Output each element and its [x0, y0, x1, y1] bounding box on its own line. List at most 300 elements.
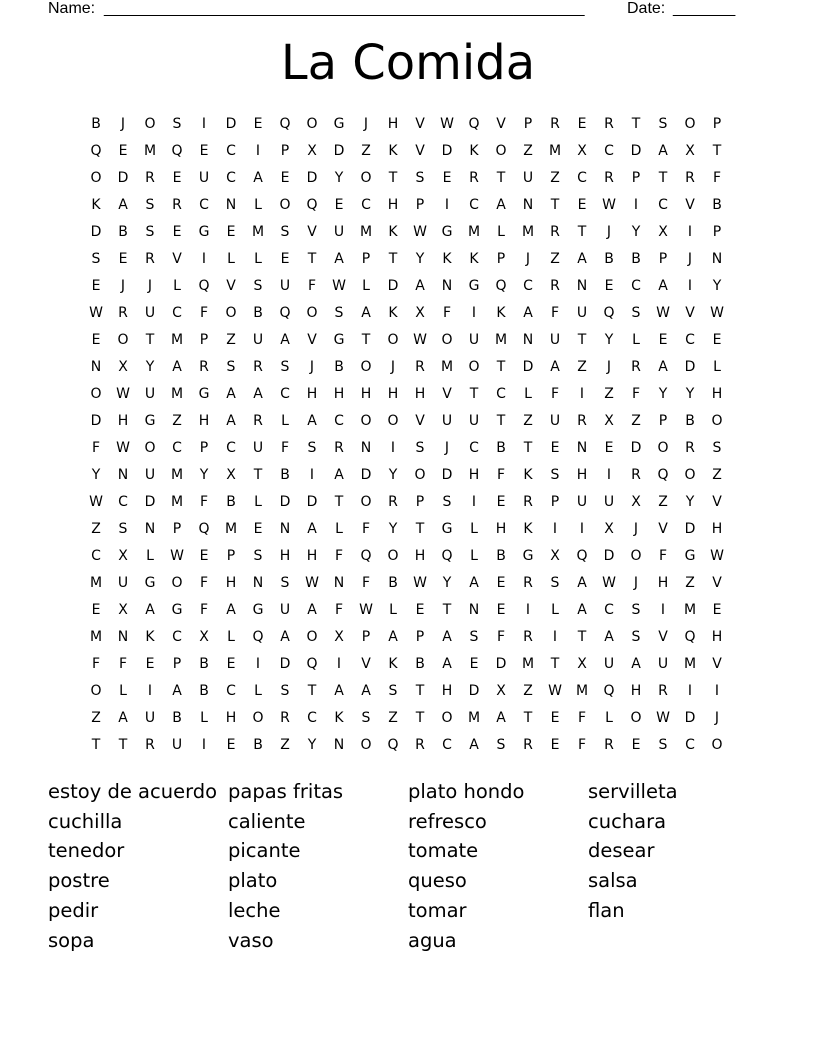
word-list-item: refresco	[408, 809, 487, 833]
grid-letter: V	[442, 386, 452, 402]
grid-letter: T	[712, 143, 722, 159]
grid-letter: Y	[442, 575, 452, 591]
grid-letter: A	[496, 710, 506, 726]
grid-letter: K	[145, 629, 155, 645]
grid-letter: Q	[360, 548, 372, 564]
grid-letter: A	[577, 602, 587, 618]
grid-letter: D	[630, 440, 642, 456]
grid-letter: C	[118, 494, 128, 510]
grid-letter: K	[334, 710, 344, 726]
grid-letter: F	[199, 575, 209, 591]
grid-letter: C	[577, 170, 587, 186]
grid-letter: T	[442, 602, 452, 618]
grid-letter: A	[469, 737, 479, 753]
grid-letter: T	[415, 683, 425, 699]
grid-letter: Q	[279, 305, 291, 321]
grid-letter: S	[631, 602, 641, 618]
grid-letter: T	[550, 197, 560, 213]
grid-letter: Y	[685, 386, 695, 402]
grid-letter: A	[658, 278, 668, 294]
grid-letter: D	[684, 521, 696, 537]
grid-letter: L	[254, 197, 262, 213]
grid-letter: X	[496, 683, 506, 699]
grid-letter: U	[144, 305, 156, 321]
grid-letter: R	[172, 197, 182, 213]
grid-letter: T	[658, 170, 668, 186]
grid-letter: I	[471, 494, 477, 510]
grid-letter: W	[89, 305, 103, 321]
grid-letter: R	[415, 359, 425, 375]
word-list-item: postre	[48, 869, 110, 893]
grid-letter: A	[658, 359, 668, 375]
grid-letter: L	[119, 683, 127, 699]
grid-letter: H	[711, 386, 723, 402]
grid-letter: N	[117, 629, 129, 645]
grid-letter: U	[144, 710, 156, 726]
grid-letter: B	[199, 656, 209, 672]
grid-letter: Z	[280, 737, 290, 753]
grid-letter: Q	[198, 521, 210, 537]
grid-letter: I	[687, 683, 693, 699]
grid-letter: M	[170, 386, 184, 402]
grid-letter: A	[658, 143, 668, 159]
grid-letter: P	[523, 116, 533, 132]
grid-letter: X	[226, 467, 236, 483]
grid-letter: R	[523, 629, 533, 645]
grid-letter: S	[442, 494, 452, 510]
grid-letter: I	[255, 656, 261, 672]
word-list-item: cuchilla	[48, 809, 123, 833]
grid-letter: F	[577, 710, 587, 726]
grid-letter: J	[444, 440, 450, 456]
grid-letter: E	[496, 494, 506, 510]
grid-letter: Q	[603, 305, 615, 321]
grid-letter: U	[522, 170, 534, 186]
grid-letter: R	[523, 737, 533, 753]
grid-letter: E	[631, 737, 641, 753]
grid-letter: E	[172, 170, 182, 186]
grid-letter: A	[307, 602, 317, 618]
grid-letter: B	[415, 656, 425, 672]
grid-letter: R	[631, 359, 641, 375]
grid-letter: J	[606, 359, 612, 375]
grid-letter: D	[90, 224, 102, 240]
grid-letter: I	[309, 467, 315, 483]
grid-letter: O	[279, 197, 291, 213]
grid-letter: M	[89, 629, 103, 645]
grid-letter: S	[415, 440, 425, 456]
grid-letter: O	[657, 440, 669, 456]
grid-letter: V	[712, 656, 722, 672]
grid-letter: F	[712, 170, 722, 186]
grid-letter: F	[91, 656, 101, 672]
grid-letter: C	[469, 440, 479, 456]
grid-letter: R	[145, 737, 155, 753]
grid-letter: V	[415, 413, 425, 429]
grid-letter: J	[633, 575, 639, 591]
word-list-item: papas fritas	[228, 780, 344, 803]
grid-letter: C	[523, 278, 533, 294]
grid-letter: X	[658, 224, 668, 240]
grid-letter: T	[118, 737, 128, 753]
grid-letter: F	[307, 278, 317, 294]
grid-letter: M	[89, 575, 103, 591]
grid-letter: L	[632, 332, 640, 348]
grid-letter: N	[576, 440, 588, 456]
grid-letter: C	[226, 683, 236, 699]
grid-letter: A	[577, 575, 587, 591]
grid-letter: D	[279, 656, 291, 672]
grid-letter: R	[280, 710, 290, 726]
grid-letter: E	[91, 332, 101, 348]
grid-letter: T	[361, 332, 371, 348]
grid-letter: G	[171, 602, 183, 618]
word-list-item: salsa	[588, 869, 638, 893]
grid-letter: R	[604, 170, 614, 186]
grid-letter: A	[469, 575, 479, 591]
grid-letter: D	[90, 413, 102, 429]
grid-letter: Y	[388, 521, 398, 537]
grid-letter: W	[89, 494, 103, 510]
word-list-item: queso	[408, 869, 467, 893]
grid-letter: J	[714, 710, 720, 726]
grid-letter: O	[468, 359, 480, 375]
grid-letter: W	[710, 548, 724, 564]
grid-letter: I	[201, 116, 207, 132]
grid-letter: S	[631, 305, 641, 321]
grid-letter: S	[361, 710, 371, 726]
grid-letter: H	[306, 386, 318, 402]
grid-letter: H	[306, 548, 318, 564]
grid-letter: I	[444, 197, 450, 213]
grid-letter: D	[117, 170, 129, 186]
grid-letter: Y	[631, 224, 641, 240]
grid-letter: H	[441, 683, 453, 699]
grid-letter: T	[469, 386, 479, 402]
grid-letter: W	[116, 440, 130, 456]
grid-letter: I	[687, 278, 693, 294]
grid-letter: T	[334, 494, 344, 510]
grid-letter: Q	[603, 683, 615, 699]
grid-letter: D	[306, 494, 318, 510]
grid-letter: C	[658, 197, 668, 213]
grid-letter: B	[199, 683, 209, 699]
header	[48, 0, 748, 20]
grid-letter: E	[469, 656, 479, 672]
grid-letter: T	[388, 170, 398, 186]
grid-letter: D	[333, 143, 345, 159]
grid-letter: F	[631, 386, 641, 402]
grid-letter: E	[253, 521, 263, 537]
grid-letter: Q	[657, 467, 669, 483]
grid-letter: O	[306, 629, 318, 645]
word-list-item: plato	[228, 869, 278, 893]
grid-letter: L	[146, 548, 154, 564]
grid-letter: E	[712, 602, 722, 618]
grid-letter: A	[172, 359, 182, 375]
date-line: _______	[673, 0, 736, 17]
grid-letter: E	[550, 737, 560, 753]
grid-letter: H	[387, 386, 399, 402]
grid-letter: K	[523, 521, 533, 537]
grid-letter: X	[118, 359, 128, 375]
grid-letter: A	[361, 305, 371, 321]
grid-letter: H	[279, 548, 291, 564]
word-list-item: tomate	[408, 839, 479, 863]
grid-letter: Y	[145, 359, 155, 375]
grid-letter: X	[604, 521, 614, 537]
grid-letter: E	[199, 548, 209, 564]
grid-letter: P	[280, 143, 290, 159]
grid-letter: P	[550, 494, 560, 510]
grid-letter: L	[254, 251, 262, 267]
grid-letter: V	[685, 305, 695, 321]
grid-letter: M	[575, 683, 589, 699]
grid-letter: U	[279, 602, 291, 618]
grid-letter: B	[172, 710, 182, 726]
grid-letter: B	[685, 413, 695, 429]
grid-letter: D	[306, 170, 318, 186]
grid-letter: V	[712, 494, 722, 510]
grid-letter: F	[118, 656, 128, 672]
grid-letter: O	[90, 386, 102, 402]
grid-letter: H	[198, 413, 210, 429]
grid-letter: V	[172, 251, 182, 267]
grid-letter: U	[279, 278, 291, 294]
grid-letter: J	[147, 278, 153, 294]
grid-letter: A	[496, 197, 506, 213]
grid-letter: N	[522, 197, 534, 213]
grid-letter: Q	[684, 629, 696, 645]
grid-letter: V	[307, 332, 317, 348]
grid-letter: S	[658, 116, 668, 132]
grid-letter: V	[712, 575, 722, 591]
grid-letter: G	[468, 278, 480, 294]
grid-letter: V	[226, 278, 236, 294]
grid-letter: C	[226, 440, 236, 456]
grid-letter: B	[253, 737, 263, 753]
word-list-item: plato hondo	[408, 780, 525, 803]
grid-letter: S	[145, 224, 155, 240]
grid-letter: R	[577, 413, 587, 429]
grid-letter: A	[523, 305, 533, 321]
grid-letter: M	[521, 224, 535, 240]
grid-letter: P	[415, 197, 425, 213]
grid-letter: O	[441, 710, 453, 726]
grid-letter: E	[496, 575, 506, 591]
word-list-item: tenedor	[48, 839, 125, 863]
grid-letter: L	[173, 278, 181, 294]
grid-letter: R	[523, 494, 533, 510]
grid-letter: V	[658, 629, 668, 645]
grid-letter: C	[307, 710, 317, 726]
grid-letter: J	[687, 251, 693, 267]
grid-letter: G	[441, 224, 453, 240]
grid-letter: P	[226, 548, 236, 564]
grid-letter: Z	[226, 332, 236, 348]
word-list-item: caliente	[228, 809, 306, 833]
grid-letter: U	[468, 332, 480, 348]
grid-letter: G	[144, 575, 156, 591]
word-list-item: estoy de acuerdo	[48, 780, 218, 803]
grid-letter: M	[521, 656, 535, 672]
grid-letter: F	[334, 548, 344, 564]
grid-letter: A	[118, 197, 128, 213]
grid-letter: S	[226, 359, 236, 375]
grid-letter: Y	[685, 494, 695, 510]
grid-letter: I	[660, 602, 666, 618]
grid-letter: R	[253, 359, 263, 375]
grid-letter: A	[577, 251, 587, 267]
grid-letter: M	[683, 656, 697, 672]
grid-letter: L	[389, 602, 397, 618]
grid-letter: E	[91, 278, 101, 294]
grid-letter: I	[714, 683, 720, 699]
grid-letter: F	[496, 629, 506, 645]
grid-letter: E	[199, 143, 209, 159]
grid-letter: L	[254, 494, 262, 510]
word-list-item: cuchara	[588, 809, 667, 833]
grid-letter: B	[118, 224, 128, 240]
grid-letter: R	[523, 575, 533, 591]
grid-letter: W	[656, 305, 670, 321]
grid-letter: L	[227, 629, 235, 645]
grid-letter: A	[334, 251, 344, 267]
grid-letter: A	[253, 386, 263, 402]
grid-letter: H	[333, 386, 345, 402]
grid-letter: P	[361, 251, 371, 267]
grid-letter: F	[280, 440, 290, 456]
grid-letter: V	[496, 116, 506, 132]
grid-letter: H	[711, 521, 723, 537]
grid-letter: T	[577, 629, 587, 645]
grid-letter: Y	[658, 386, 668, 402]
grid-letter: S	[253, 278, 263, 294]
grid-letter: D	[279, 494, 291, 510]
grid-letter: F	[550, 386, 560, 402]
grid-letter: O	[171, 575, 183, 591]
grid-letter: B	[712, 197, 722, 213]
grid-letter: K	[523, 467, 533, 483]
grid-letter: U	[198, 170, 210, 186]
grid-letter: P	[172, 521, 182, 537]
grid-letter: T	[577, 224, 587, 240]
grid-letter: J	[309, 359, 315, 375]
grid-letter: D	[630, 143, 642, 159]
grid-letter: V	[415, 116, 425, 132]
grid-letter: T	[631, 116, 641, 132]
grid-letter: W	[359, 602, 373, 618]
grid-letter: C	[604, 143, 614, 159]
grid-letter: Q	[495, 278, 507, 294]
grid-letter: W	[440, 116, 454, 132]
grid-letter: E	[91, 602, 101, 618]
grid-letter: C	[334, 413, 344, 429]
grid-letter: U	[603, 494, 615, 510]
grid-letter: Q	[198, 278, 210, 294]
grid-letter: G	[333, 332, 345, 348]
grid-letter: B	[496, 548, 506, 564]
grid-letter: I	[552, 629, 558, 645]
grid-letter: G	[198, 386, 210, 402]
word-list-item: vaso	[228, 928, 274, 952]
grid-letter: L	[497, 224, 505, 240]
grid-letter: V	[361, 656, 371, 672]
grid-letter: M	[224, 521, 238, 537]
grid-letter: Z	[712, 467, 722, 483]
grid-letter: E	[226, 656, 236, 672]
grid-letter: B	[388, 575, 398, 591]
grid-letter: T	[145, 332, 155, 348]
grid-letter: C	[172, 629, 182, 645]
grid-letter: O	[360, 170, 372, 186]
word-list-item: picante	[228, 839, 301, 863]
grid-letter: U	[549, 413, 561, 429]
grid-letter: U	[144, 386, 156, 402]
grid-letter: T	[91, 737, 101, 753]
grid-letter: T	[388, 251, 398, 267]
name-label: Name:	[48, 0, 96, 17]
grid-letter: X	[307, 143, 317, 159]
word-list-item: sopa	[48, 928, 95, 952]
grid-letter: A	[145, 602, 155, 618]
grid-letter: M	[170, 332, 184, 348]
grid-letter: A	[631, 656, 641, 672]
grid-letter: X	[604, 413, 614, 429]
grid-letter: X	[118, 602, 128, 618]
grid-letter: O	[630, 548, 642, 564]
grid-letter: C	[496, 386, 506, 402]
grid-letter: E	[550, 440, 560, 456]
grid-letter: L	[281, 413, 289, 429]
grid-letter: R	[334, 440, 344, 456]
grid-letter: O	[387, 332, 399, 348]
grid-letter: D	[495, 656, 507, 672]
grid-letter: L	[551, 602, 559, 618]
grid-letter: U	[549, 332, 561, 348]
word-list	[48, 780, 768, 960]
grid-letter: P	[172, 656, 182, 672]
grid-letter: E	[280, 170, 290, 186]
grid-letter: M	[467, 710, 481, 726]
grid-letter: N	[225, 197, 237, 213]
grid-letter: R	[469, 170, 479, 186]
grid-letter: D	[522, 359, 534, 375]
grid-letter: E	[577, 116, 587, 132]
grid-letter: X	[199, 629, 209, 645]
grid-letter: S	[415, 170, 425, 186]
grid-letter: E	[550, 710, 560, 726]
grid-letter: P	[361, 629, 371, 645]
grid-letter: M	[467, 224, 481, 240]
grid-letter: D	[387, 278, 399, 294]
grid-letter: O	[684, 116, 696, 132]
grid-letter: Q	[387, 737, 399, 753]
grid-letter: C	[442, 737, 452, 753]
grid-letter: C	[361, 197, 371, 213]
grid-letter: H	[360, 386, 372, 402]
grid-letter: O	[144, 440, 156, 456]
grid-letter: V	[658, 521, 668, 537]
grid-letter: R	[604, 116, 614, 132]
grid-letter: O	[711, 413, 723, 429]
grid-letter: T	[253, 467, 263, 483]
grid-letter: Q	[576, 548, 588, 564]
grid-letter: E	[658, 332, 668, 348]
word-list-item: desear	[588, 839, 655, 863]
grid-letter: A	[415, 278, 425, 294]
grid-letter: R	[118, 305, 128, 321]
